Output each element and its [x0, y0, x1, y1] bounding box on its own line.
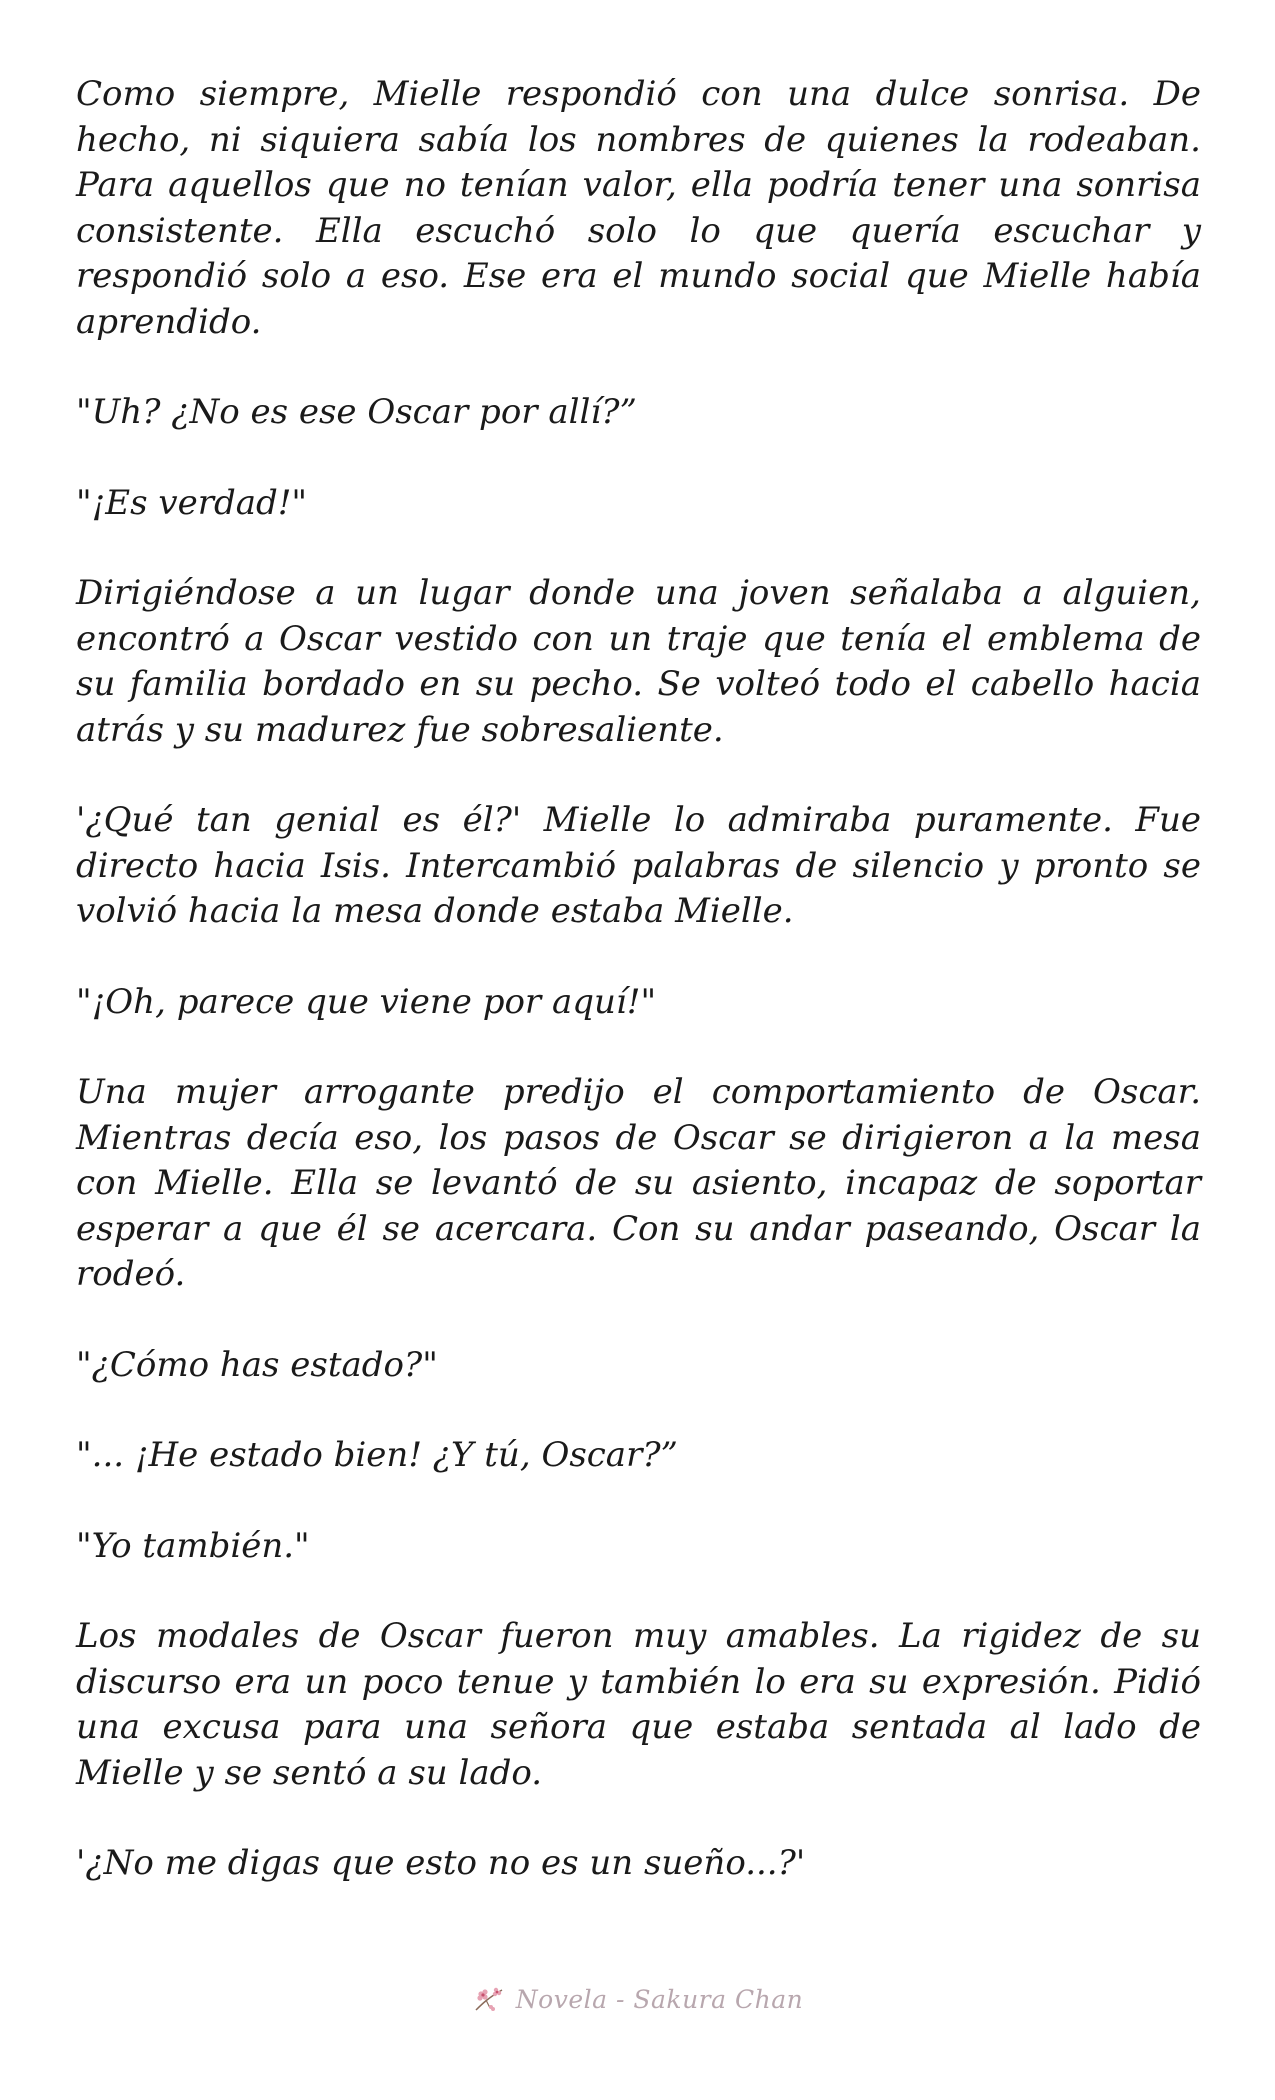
paragraph: "Uh? ¿No es ese Oscar por allí?” — [76, 392, 637, 432]
paragraph: Como siempre, Mielle respondió con una dulce sonrisa. De hecho, ni siquiera sabía los nombres de quienes la rodeaban. Para aquellos que no tenían valor, ella podría tener una sonrisa consistente. Ella escuchó solo lo que quería escuchar y respondió solo a eso. Ese era el mundo social que Mielle había aprendido. — [76, 74, 1201, 342]
paragraph: '¿No me digas que esto no es un sueño...?' — [76, 1843, 806, 1883]
paragraph: Dirigiéndose a un lugar donde una joven señalaba a alguien, encontró a Oscar vestido con un traje que tenía el emblema de su familia bordado en su pecho. Se volteó todo el cabello hacia atrás y su madurez fue sobresaliente. — [76, 573, 1201, 750]
cherry-blossom-icon — [472, 1984, 506, 2014]
watermark-text: Novela - Sakura Chan — [515, 1984, 804, 2014]
paragraph: Una mujer arrogante predijo el comportamiento de Oscar. Mientras decía eso, los pasos de Oscar se dirigieron a la mesa con Mielle. Ella se levantó de su asiento, incapaz de soportar esperar a que él se acercara. Con su andar paseando, Oscar la rodeó. — [76, 1072, 1201, 1294]
paragraph: "¡Es verdad!" — [76, 482, 308, 523]
document-body — [76, 72, 1201, 1932]
paragraph: '¿Qué tan genial es él?' Mielle lo admiraba puramente. Fue directo hacia Isis. Intercambió palabras de silencio y pronto se volvió hacia la mesa donde estaba Mielle. — [76, 800, 1201, 931]
paragraph: "Yo también." — [76, 1525, 310, 1566]
paragraph: "... ¡He estado bien! ¿Y tú, Oscar?” — [76, 1435, 678, 1475]
paragraph: "¿Cómo has estado?" — [76, 1344, 438, 1385]
watermark-footer — [0, 1984, 1275, 2014]
paragraph: "¡Oh, parece que viene por aquí!" — [76, 981, 657, 1022]
paragraph: Los modales de Oscar fueron muy amables. La rigidez de su discurso era un poco tenue y también lo era su expresión. Pidió una excusa para una señora que estaba sentada al lado de Mielle y se sentó a su lado. — [76, 1616, 1201, 1793]
